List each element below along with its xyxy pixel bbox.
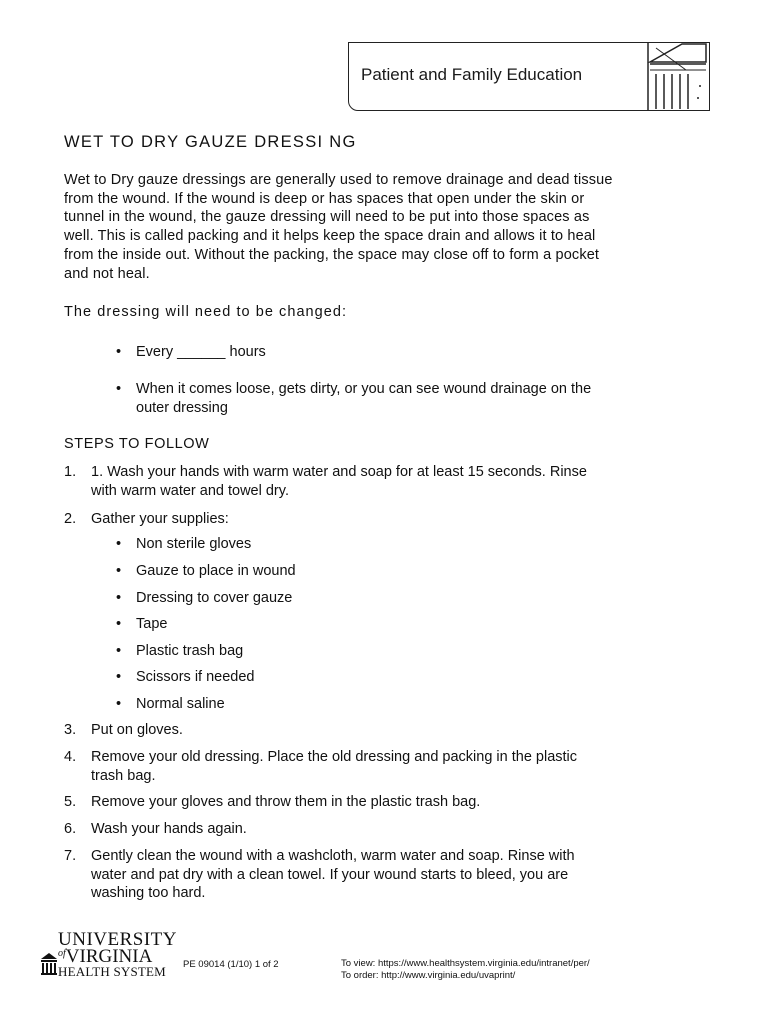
intro-line: well. This is called packing and it helps keep the space drain and allows it to heal bbox=[64, 228, 596, 245]
logo-university: UNIVERSITY bbox=[58, 929, 177, 950]
bullet-icon: • bbox=[116, 381, 122, 397]
steps-heading: STEPS TO FOLLOW bbox=[64, 436, 210, 452]
order-link[interactable]: To order: http://www.virginia.edu/uvaprint/ bbox=[341, 970, 516, 981]
supply-item: • Scissors if needed bbox=[116, 669, 255, 685]
bullet-icon: • bbox=[116, 563, 122, 579]
bullet-icon: • bbox=[116, 669, 122, 685]
step-number: 6. bbox=[64, 821, 77, 837]
bullet-icon: • bbox=[116, 590, 122, 606]
rotunda-icon bbox=[40, 951, 58, 975]
bullet-icon: • bbox=[116, 696, 122, 712]
bullet-icon: • bbox=[116, 616, 122, 632]
bullet-icon: • bbox=[116, 536, 122, 552]
change-frequency-heading: The dressing will need to be changed: bbox=[64, 304, 348, 320]
supply-item: • Non sterile gloves bbox=[116, 536, 252, 552]
step-item: 3. Put on gloves. bbox=[64, 722, 183, 738]
step-number: 1. bbox=[64, 464, 77, 480]
supply-item: • Tape bbox=[116, 616, 168, 632]
intro-line: from the wound. If the wound is deep or has spaces that open under the skin or bbox=[64, 190, 585, 207]
supply-item: • Plastic trash bag bbox=[116, 643, 244, 659]
uva-health-system-logo bbox=[40, 929, 177, 981]
step-item: 6. Wash your hands again. bbox=[64, 821, 247, 837]
view-link[interactable]: To view: https://www.healthsystem.virginia.edu/intranet/per/ bbox=[341, 958, 590, 969]
change-bullet: • Every ______ hours bbox=[116, 344, 266, 360]
patient-family-education-header bbox=[348, 42, 710, 111]
step-item: 4. Remove your old dressing. Place the old dressing and packing in the plastic trash bag. bbox=[64, 749, 578, 784]
document-code: PE 09014 (1/10) 1 of 2 bbox=[183, 959, 279, 970]
supply-item: • Gauze to place in wound bbox=[116, 563, 296, 579]
intro-line: tunnel in the wound, the gauze dressing will need to be put into those spaces as bbox=[64, 209, 590, 226]
document-title: WET TO DRY GAUZE DRESSI NG bbox=[64, 133, 357, 151]
bullet-icon: • bbox=[116, 643, 122, 659]
step-item: 5. Remove your gloves and throw them in the plastic trash bag. bbox=[64, 794, 481, 810]
logo-health-system: HEALTH SYSTEM bbox=[58, 964, 166, 979]
footer-links bbox=[341, 958, 590, 982]
intro-line: from the inside out. Without the packing, the space may close off to form a pocket bbox=[64, 246, 600, 263]
step-item: 2. Gather your supplies: bbox=[64, 511, 229, 527]
step-item: 7. Gently clean the wound with a washcloth, warm water and soap. Rinse with water and pat dry with a clean towel. If your wound starts to bleed, you are washing too hard. bbox=[64, 848, 575, 902]
building-logo-icon bbox=[646, 42, 710, 111]
logo-virginia: $^{of}$VIRGINIA bbox=[58, 946, 153, 967]
intro-paragraph bbox=[64, 171, 714, 283]
intro-line: and not heal. bbox=[64, 265, 150, 282]
step-number: 3. bbox=[64, 722, 77, 738]
header-label: Patient and Family Education bbox=[361, 65, 583, 84]
change-bullet: • When it comes loose, gets dirty, or you can see wound drainage on the outer dressing bbox=[116, 381, 592, 416]
step-number: 5. bbox=[64, 794, 77, 810]
step-number: 2. bbox=[64, 511, 77, 527]
intro-line: Wet to Dry gauze dressings are generally used to remove drainage and dead tissue bbox=[64, 172, 613, 188]
step-number: 4. bbox=[64, 749, 77, 765]
supply-item: • Normal saline bbox=[116, 696, 225, 712]
supply-item: • Dressing to cover gauze bbox=[116, 590, 293, 606]
step-item: 1. 1. Wash your hands with warm water and soap for at least 15 seconds. Rinse with warm water and towel dry. bbox=[64, 464, 587, 499]
step-number: 7. bbox=[64, 848, 77, 864]
bullet-icon: • bbox=[116, 344, 122, 360]
